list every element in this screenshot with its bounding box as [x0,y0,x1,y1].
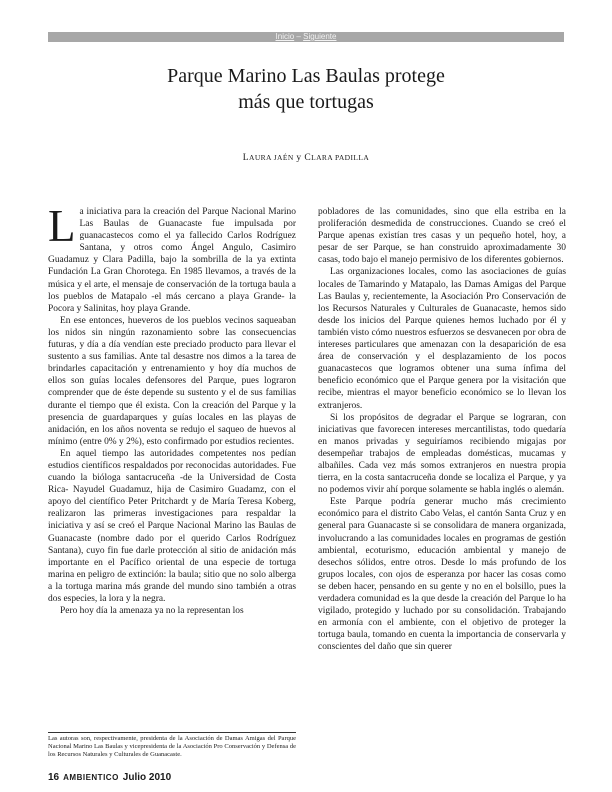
paragraph-2: En ese entonces, hueveros de los pueblos vecinos saqueaban los nidos sin ningún razonamiento sobre las consecuencias futuras, y día a día vendían este preciado producto para llevar el sustento a sus familias. Ante tal desastre nos dimos a la tarea de brindarles capacitación y entrenamiento y hoy día muchos de ellos son guías locales defensores del Parque, pues lograron comprender que de éste depende su sustento y el de sus familias durante el tiempo que él exista. Con la creación del Parque y la presencia de guardaparques y guías locales en las playas de anidación, en los años noventa se redujo el saqueo de huevos al mínimo (entre 0% y 2%), esto confirmado por estudios recientes. [48,315,296,447]
right-column [318,206,566,653]
article-title-line-2: más que tortugas [238,91,374,113]
paragraph-3: En aquel tiempo las autoridades competentes nos pedían estudios científicos respaldados por reconocidas autoridades. Fue cuando la bióloga santacruceña -de la Universidad de Costa Rica- Nayudel Guadamuz, hija de Casimiro Guadamz, con el apoyo del científico Peter Pritchardt y de María Teresa Koberg, realizaron las primeras investigaciones para respaldar la iniciativa y así se creó el Parque Nacional Marino las Baulas de Guanacaste (nombre dado por el querido Carlos Rodríguez Santana), cuyo fin fue darle protección al sitio de anidación más importante en el Pacífico oriental de una especie de tortuga marina en peligro de extinción: la baula; sitio que no solo alberga a la tortuga marina más grande del mundo sino también a otras dos especies, la lora y la negra. [48,448,296,604]
inicio-link[interactable]: Inicio [275,32,295,41]
author1-rest: AURA JAÉN [249,153,294,162]
navigation-bar [48,32,564,42]
paragraph-5: Las organizaciones locales, como las asociaciones de guías locales de Tamarindo y Matapalo, las Damas Amigas del Parque Las Baulas y, recientemente, la Asociación Pro Conservación de los Recursos Naturales y Culturales de Guanacaste, hemos sido desde los inicios del Parque quienes hemos luchado por él y también visto cómo nuestros esfuerzos se desvanecen por obra de intereses particulares que amenazan con la desaparición de esa área de conservación y el desplazamiento de los pocos guanacastecos que logramos obtener una suma ínfima del beneficio económico que el Parque genera por la visitación que recibe, mientras el mayor beneficio económico se lo llevan los extranjeros. [318,267,566,411]
paragraph-6: Si los propósitos de degradar el Parque se lograran, con iniciativas que favorecen intereses mercantilistas, todo quedaría en manos privadas y seguiríamos recibiendo migajas por desempeñar trabajos de empleadas domésticas, mucamas y albañiles. Cada vez más somos extranjeros en nuestra propia tierra, en la costa santacruceña donde se localiza el Parque, y ya no podemos vivir ahí porque solamente se habla inglés o alemán. [318,412,566,496]
author1-initial: L [242,153,249,163]
magazine-logo: AMBIENTICO [63,773,119,782]
page-number: 16 [48,772,60,783]
siguiente-link[interactable]: Siguiente [303,32,337,41]
article-title-line-1: Parque Marino Las Baulas protege [167,65,445,87]
paragraph-4: Pero hoy día la amenaza ya no la representan los [60,606,244,617]
footnote: Las autoras son, respectivamente, presidenta de la Asociación de Damas Amigas del Parque Nacional Marino Las Baulas y vicepresidenta de la Asociación Pro Conservación y Defensa de los Recursos Naturales y Culturales de Guanacaste. [48,735,296,758]
article-title [48,63,564,115]
paragraph-7: Este Parque podría generar mucho más crecimiento económico para el distrito Cabo Velas, el cantón Santa Cruz y en general para Guanacaste si se consolidara de manera organizada, involucrando a las comunidades locales en programas de gestión ambiental, ecoturismo, educación ambiental y manejo de desechos sólidos, entre otros. Desde lo más profundo de los grupos locales, con ojos de esperanza por hacer las cosas como se deben hacer, pensando en su gente y no en el bolsillo, pues la verdadera comunidad es la que desde la creación del Parque lo ha vigilado, protegido y luchado por su consolidación. Trabajando en armonía con el ambiente, con el objetivo de proteger la tortuga baula, tomando en cuenta la importancia de conservarla y conscientes del daño que sin querer [318,497,566,653]
footnote-divider [48,732,296,733]
author2-rest: LARA PADILLA [311,153,370,162]
page-footer [48,772,171,783]
nav-separator: – [294,32,304,41]
paragraph-4-continued: pobladores de las comunidades, sino que ella estriba en la proliferación desmedida de construcciones. Cuando se creó el Parque apenas existían tres casas y un pequeño hotel, hoy, a pesar de ser Parque, se han construido aproximadamente 30 casas, todo bajo el manejo permisivo de los diferentes gobiernos. [318,207,566,266]
issue-date: Julio 2010 [122,772,172,783]
left-column [48,201,296,617]
article-authors [48,153,564,163]
drop-cap: L [48,201,76,251]
author2-initial: C [304,153,312,163]
paragraph-1-text: a iniciativa para la creación del Parque Nacional Marino Las Baulas de Guanacaste fue impulsada por guanacastecos como el ya fallecido Carlos Rodríguez Santana, y otros como Ángel Angulo, Casimiro Guadamuz y Clara Padilla, bajo la sombrilla de la ya extinta Fundación La Gran Chorotega. En 1985 llevamos, a través de la música y el arte, el mensaje de conservación de la tortuga baula a los pueblos de Matapalo -el más cercano a playa Grande- la Pocora y Salinitas, hoy playa Grande. [48,207,296,314]
paragraph-1 [48,201,296,315]
authors-conjunction: y [293,153,305,163]
